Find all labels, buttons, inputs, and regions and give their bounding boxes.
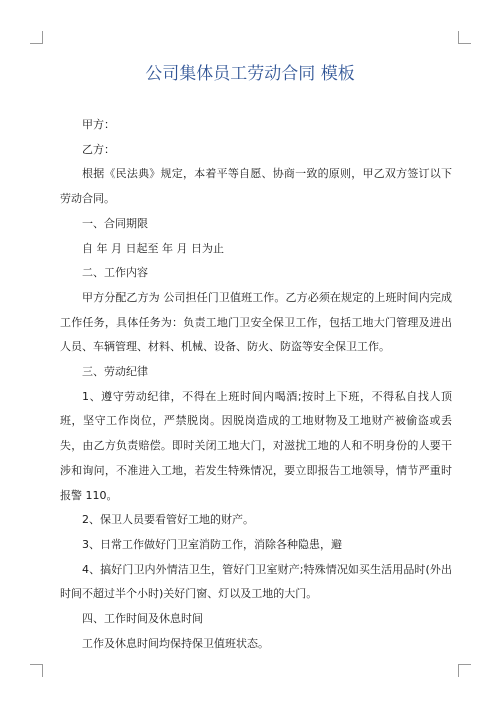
crop-mark-bottom-right — [458, 664, 471, 677]
crop-mark-top-right — [458, 31, 471, 44]
discipline-item-1: 1、遵守劳动纪律，不得在上班时间内喝酒;按时上下班，不得私自找人顶班，坚守工作岗位，严禁脱岗。因脱岗造成的工地财物及工地财产被偷盗或丢失，由乙方负责赔偿。即时关闭工地大门，对滋扰工地的人和不明身份的人要干涉和询问，不准进入工地，若发生特殊情况，要立即报告工地领导，情节严重时报警 110。 — [60, 389, 452, 502]
hours-paragraph: 工作及休息时间均保持保卫值班状态。 — [82, 636, 269, 650]
party-b-line: 乙方： — [82, 142, 115, 156]
discipline-item-4: 4、搞好门卫内外情洁卫生，管好门卫室财产;特殊情况如买生活用品时(外出时间不超过半个小时)关好门窗、灯以及工地的大门。 — [60, 562, 452, 601]
section-heading-term: 一、合同期限 — [82, 216, 148, 230]
section-heading-hours: 四、工作时间及休息时间 — [82, 612, 203, 626]
term-dates-line: 自 年 月 日起至 年 月 日为止 — [82, 241, 224, 255]
preamble-paragraph: 根据《民法典》规定，本着平等自愿、协商一致的原则，甲乙双方签订以下劳动合同。 — [60, 167, 452, 206]
section-heading-work-content: 二、工作内容 — [82, 266, 148, 280]
crop-mark-bottom-left — [30, 664, 43, 677]
document-body — [60, 113, 452, 656]
crop-mark-top-left — [30, 31, 43, 44]
discipline-item-3: 3、日常工作做好门卫室消防工作，消除各种隐患，避 — [82, 537, 342, 551]
discipline-item-2: 2、保卫人员要看管好工地的财产。 — [82, 513, 254, 527]
section-heading-discipline: 三、劳动纪律 — [82, 365, 148, 379]
party-a-line: 甲方： — [82, 118, 115, 131]
document-title: 公司集体员工劳动合同 模板 — [145, 64, 355, 84]
work-content-paragraph: 甲方分配乙方为 公司担任门卫值班工作。乙方必须在规定的上班时间内完成工作任务，具体任务为：负责工地门卫安全保卫工作，包括工地大门管理及进出人员、车辆管理、材料、机械、设备、防火、防盗等安全保卫工作。 — [60, 290, 452, 354]
